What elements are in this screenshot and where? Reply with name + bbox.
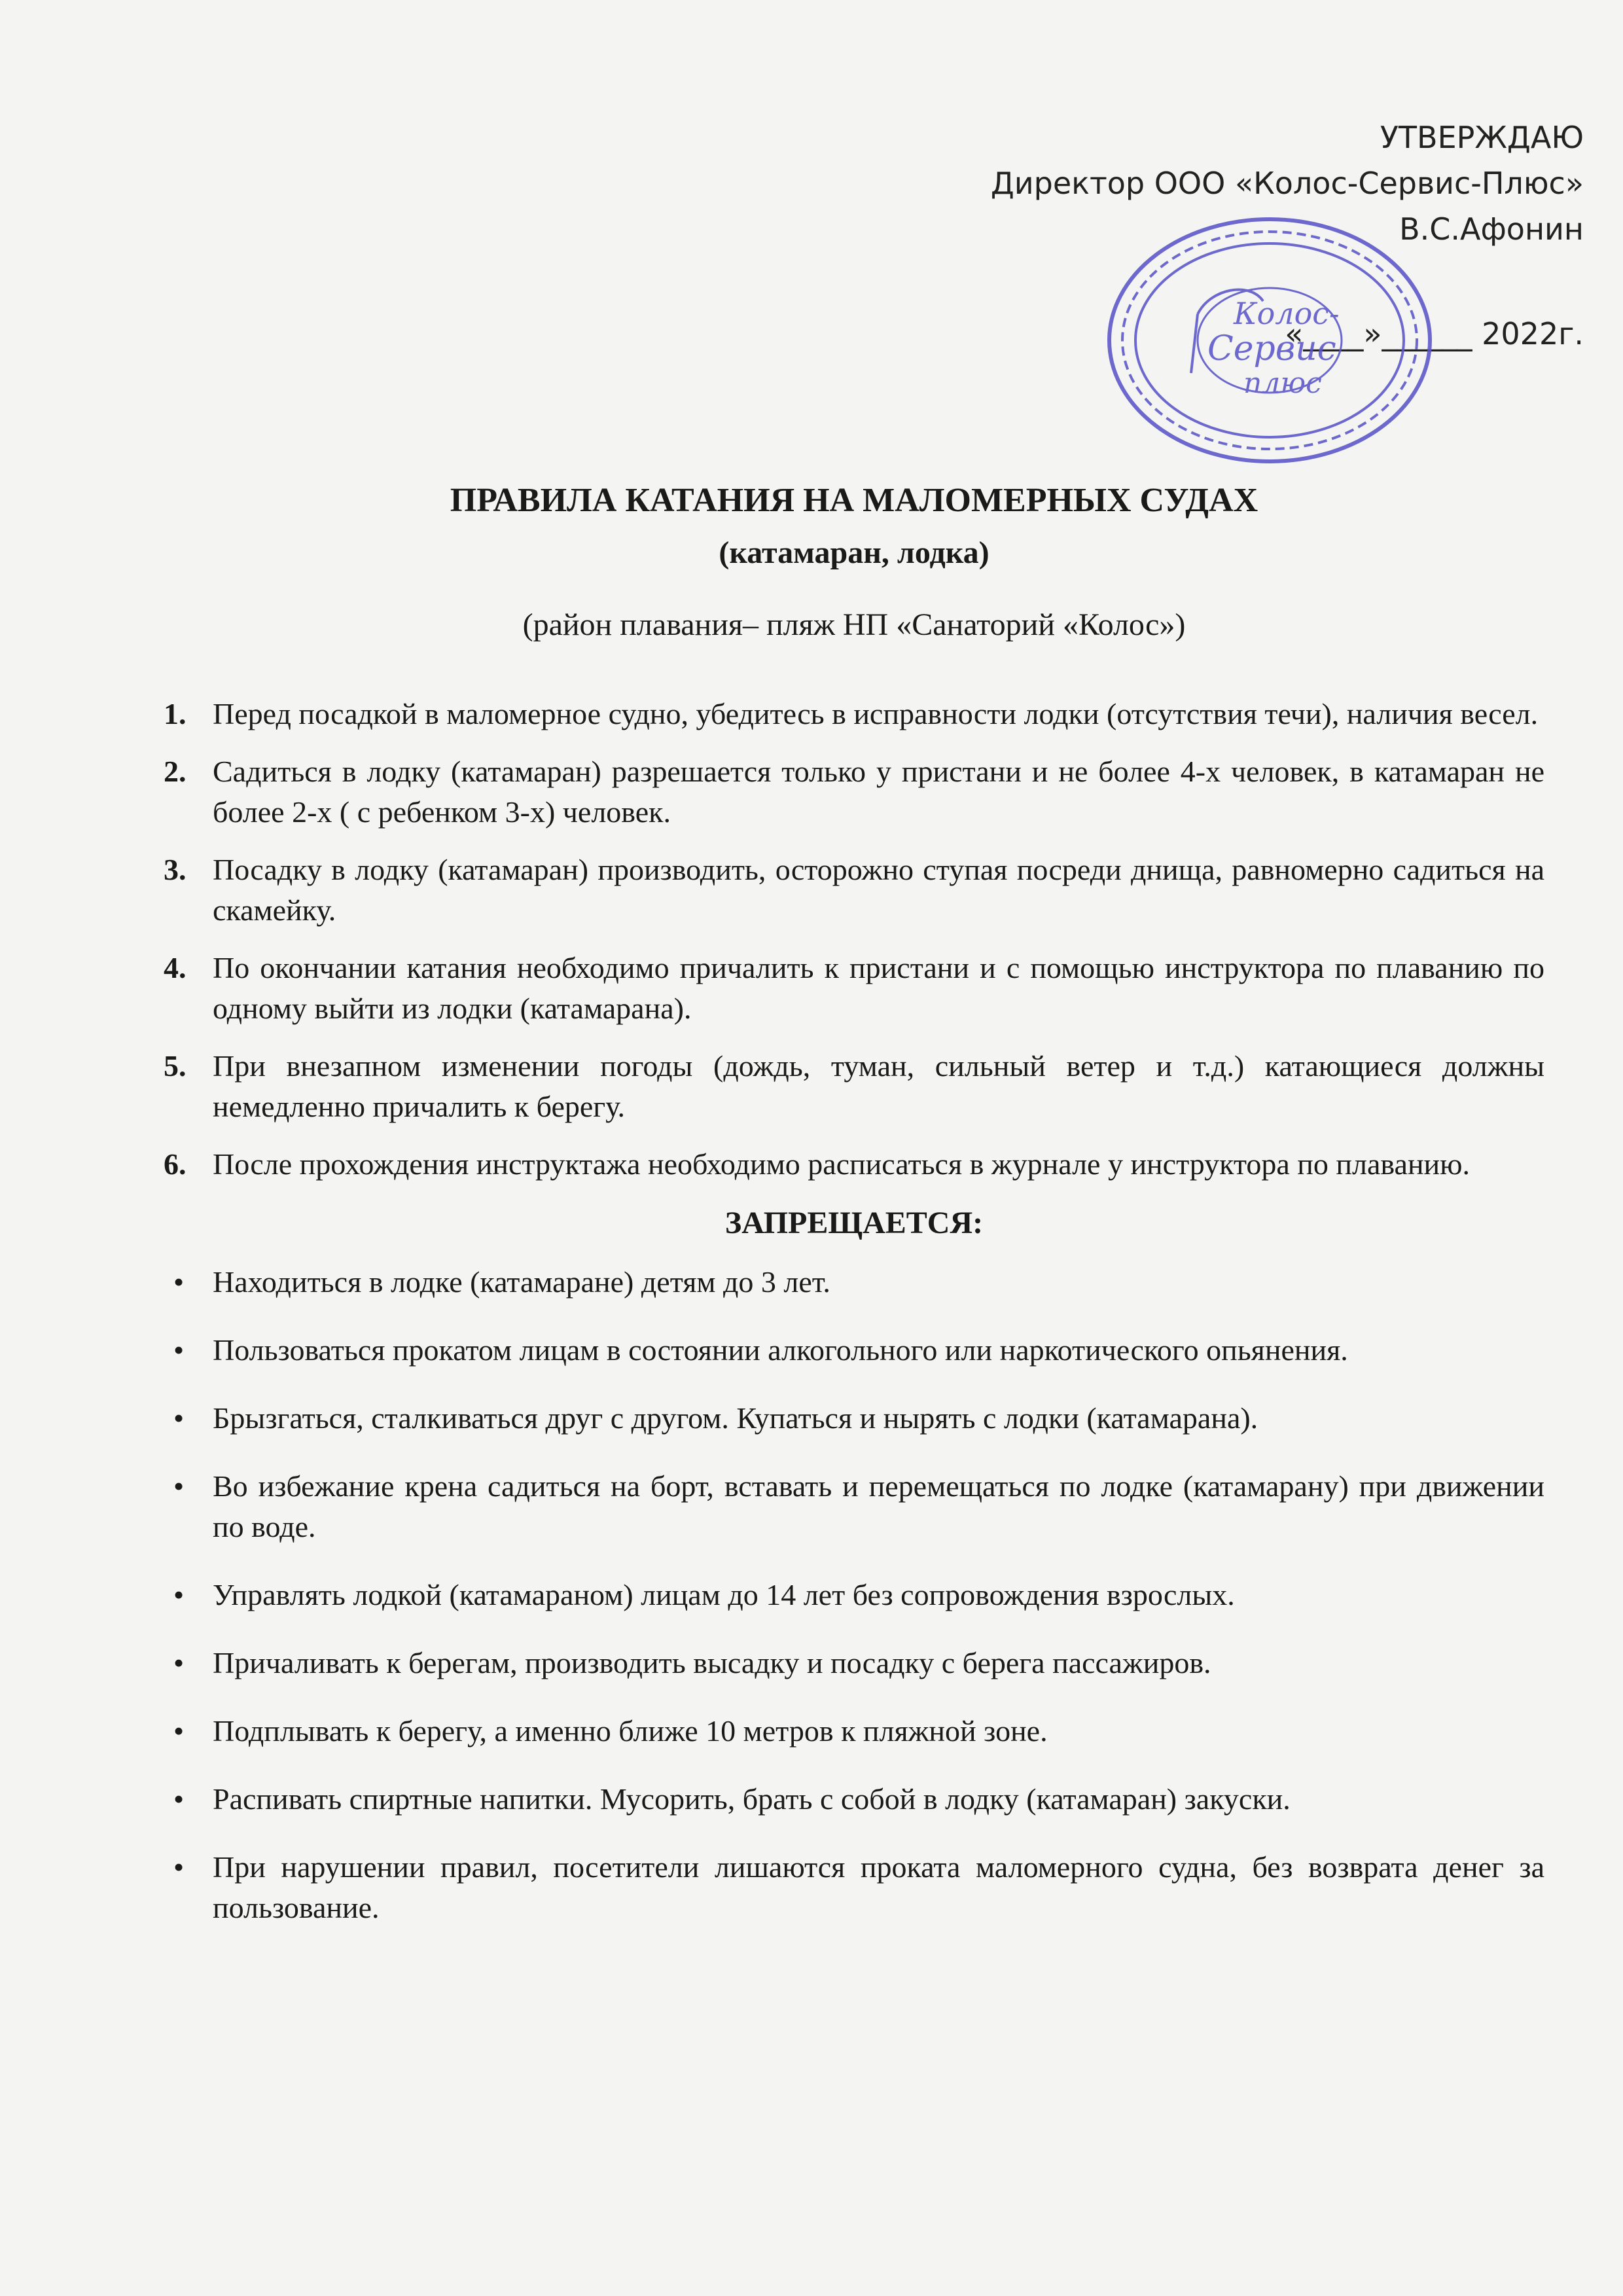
approval-heading: УТВЕРЖДАЮ <box>1380 120 1584 155</box>
rules-list <box>164 694 1544 1185</box>
forbidden-text: Находиться в лодке (катамаране) детям до 3 лет. <box>213 1265 830 1299</box>
rule-item <box>164 694 1544 734</box>
rule-item <box>164 1046 1544 1127</box>
rule-number: 5. <box>164 1049 187 1083</box>
forbidden-item <box>164 1711 1544 1751</box>
bullet-icon: • <box>173 1333 185 1367</box>
forbidden-item <box>164 1779 1544 1820</box>
forbidden-text: Пользоваться прокатом лицам в состоянии алкогольного или наркотического опьянения. <box>213 1333 1348 1367</box>
forbidden-text: Причаливать к берегам, производить высадку и посадку с берега пассажиров. <box>213 1646 1211 1679</box>
forbidden-item <box>164 1466 1544 1547</box>
forbidden-item <box>164 1847 1544 1928</box>
forbidden-text: Во избежание крена садиться на борт, вставать и перемещаться по лодке (катамарану) при движении по воде. <box>213 1469 1544 1543</box>
page-subtitle: (катамаран, лодка) <box>719 535 990 570</box>
approval-date: «____»______ 2022г. <box>1285 316 1584 351</box>
rule-number: 1. <box>164 697 187 730</box>
rule-number: 6. <box>164 1147 187 1181</box>
rule-text: После прохождения инструктажа необходимо расписаться в журнале у инструктора по плаванию. <box>213 1147 1471 1181</box>
forbidden-item <box>164 1643 1544 1683</box>
bullet-icon: • <box>173 1265 185 1299</box>
rule-text: Посадку в лодку (катамаран) производить, осторожно ступая посреди днища, равномерно садиться на скамейку. <box>213 853 1544 927</box>
forbidden-text: Брызгаться, сталкиваться друг с другом. Купаться и нырять с лодки (катамарана). <box>213 1401 1258 1435</box>
rule-number: 4. <box>164 951 187 984</box>
stamp-text-1: Колос- <box>1234 296 1340 331</box>
forbidden-text: Управлять лодкой (катамараном) лицам до 14 лет без сопровождения взрослых. <box>213 1578 1235 1611</box>
bullet-icon: • <box>173 1401 185 1435</box>
stamp-text-2: Сервис <box>1207 329 1336 368</box>
forbidden-text: Подплывать к берегу, а именно ближе 10 метров к пляжной зоне. <box>213 1714 1048 1748</box>
bullet-icon: • <box>173 1850 185 1884</box>
bullet-icon: • <box>173 1782 185 1816</box>
rule-item <box>164 948 1544 1029</box>
page-title: ПРАВИЛА КАТАНИЯ НА МАЛОМЕРНЫХ СУДАХ <box>450 482 1258 519</box>
forbidden-item <box>164 1330 1544 1371</box>
forbidden-text: При нарушении правил, посетители лишаются проката маломерного судна, без возврата денег за пользование. <box>213 1850 1544 1924</box>
rule-text: При внезапном изменении погоды (дождь, туман, сильный ветер и т.д.) катающиеся должны немедленно причалить к берегу. <box>213 1049 1544 1123</box>
rule-item <box>164 751 1544 833</box>
bullet-icon: • <box>173 1578 185 1611</box>
rule-number: 2. <box>164 755 187 788</box>
forbidden-list <box>164 1262 1544 1928</box>
bullet-icon: • <box>173 1714 185 1748</box>
forbidden-text: Распивать спиртные напитки. Мусорить, брать с собой в лодку (катамаран) закуски. <box>213 1782 1291 1816</box>
company-stamp-icon <box>1099 209 1440 471</box>
swimming-area: (район плавания– пляж НП «Санаторий «Колос») <box>522 607 1186 642</box>
forbidden-heading: ЗАПРЕЩАЕТСЯ: <box>724 1206 984 1240</box>
bullet-icon: • <box>173 1469 185 1503</box>
rule-number: 3. <box>164 853 187 886</box>
approval-position: Директор ООО «Колос-Сервис-Плюс» <box>990 166 1584 201</box>
rules-content <box>164 478 1544 1956</box>
forbidden-item <box>164 1575 1544 1615</box>
rule-text: Садиться в лодку (катамаран) разрешается только у пристани и не более 4-х человек, в катамаран не более 2-х ( с ребенком 3-х) человек. <box>213 755 1544 829</box>
forbidden-item <box>164 1398 1544 1439</box>
rule-item <box>164 850 1544 931</box>
stamp-text-3: плюс <box>1243 367 1322 400</box>
rule-item <box>164 1144 1544 1185</box>
rule-text: По окончании катания необходимо причалить к пристани и с помощью инструктора по плаванию по одному выйти из лодки (катамарана). <box>213 951 1544 1025</box>
rule-text: Перед посадкой в маломерное судно, убедитесь в исправности лодки (отсутствия течи), наличия весел. <box>213 697 1539 730</box>
bullet-icon: • <box>173 1646 185 1679</box>
forbidden-item <box>164 1262 1544 1302</box>
approval-signatory: В.С.Афонин <box>1399 211 1584 247</box>
